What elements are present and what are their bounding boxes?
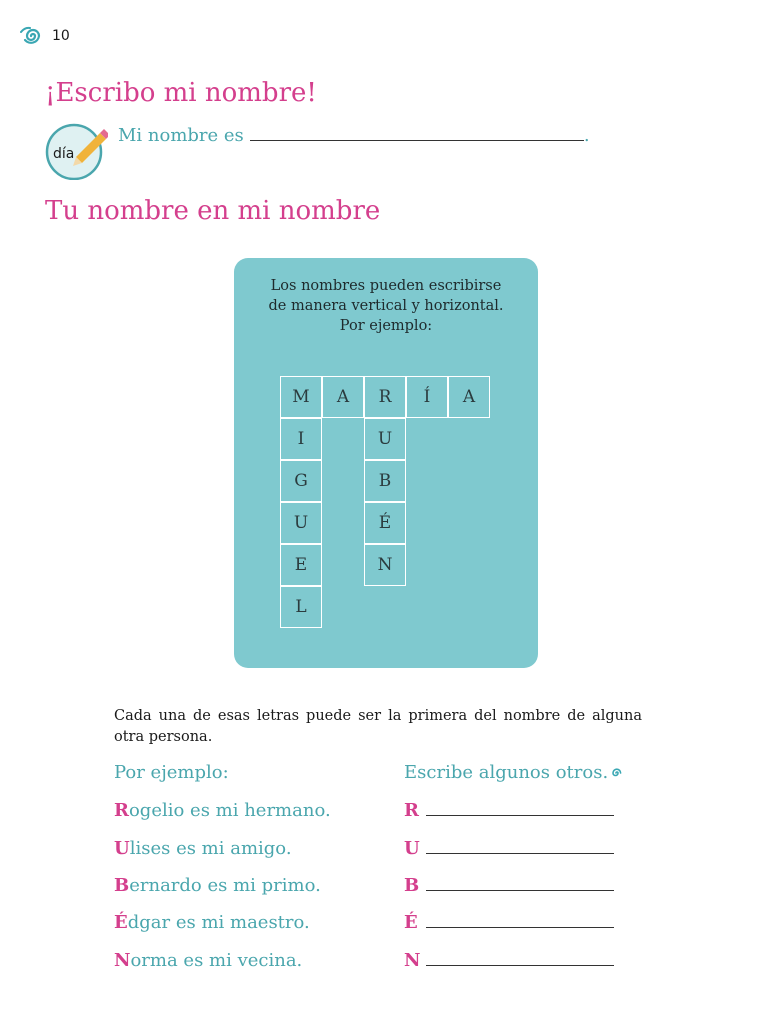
instruction-paragraph: Cada una de esas letras puede ser la primera del nombre de alguna otra persona. [114,708,642,745]
grid-cell: Í [406,376,448,418]
name-prompt: Mi nombre es [118,125,244,146]
write-line [404,950,614,971]
grid-cell: B [364,460,406,502]
grid-cell: L [280,586,322,628]
write-heading-text: Escribe algunos otros. [404,762,609,783]
write-line [404,838,614,859]
dia-badge [44,122,108,180]
write-line [404,800,614,821]
grid-cell: A [448,376,490,418]
write-blank[interactable] [426,876,614,891]
example-rest: ernardo es mi primo. [129,875,321,896]
badge-text: día [53,146,75,162]
write-line [404,912,614,933]
write-initial: B [404,875,420,896]
grid-cell: G [280,460,322,502]
example-initial: É [114,912,128,933]
write-blank[interactable] [426,801,614,816]
grid-cell: I [280,418,322,460]
grid-cell: M [280,376,322,418]
name-line [118,124,590,146]
name-blank-line[interactable] [250,124,584,141]
write-blank[interactable] [426,913,614,928]
example-initial: B [114,875,130,896]
example-initial: U [114,838,130,859]
box-text-line: Los nombres pueden escribirse [270,278,502,294]
write-initial: U [404,838,420,859]
write-blank[interactable] [426,839,614,854]
grid-cell: U [364,418,406,460]
write-blank[interactable] [426,951,614,966]
grid-cell: E [280,544,322,586]
example-rest: lises es mi amigo. [129,838,292,859]
example-rest: dgar es mi maestro. [127,912,310,933]
example-initial: N [114,950,131,971]
section-title-escribo: ¡Escribo mi nombre! [45,78,317,108]
write-heading [404,762,624,783]
end-mark: . [583,125,590,146]
example-line [114,912,310,933]
write-initial: N [404,950,421,971]
grid-cell: N [364,544,406,586]
write-line [404,875,614,896]
example-line [114,838,292,859]
grid-cell: É [364,502,406,544]
example-rest: orma es mi vecina. [130,950,303,971]
example-initial: R [114,800,129,821]
grid-cell: R [364,376,406,418]
section-title-tu-nombre: Tu nombre en mi nombre [45,196,381,226]
box-text-line: de manera vertical y horizontal. [268,298,504,314]
grid-cell: A [322,376,364,418]
example-rest: ogelio es mi hermano. [128,800,331,821]
examples-heading: Por ejemplo: [114,762,229,783]
write-initial: R [404,800,419,821]
example-line [114,875,321,896]
spiral-icon [610,767,624,779]
example-line [114,800,331,821]
spiral-icon [20,26,46,46]
page-number: 10 [52,28,70,44]
write-initial: É [404,912,418,933]
box-text-line: Por ejemplo: [339,318,433,334]
example-box-text [234,276,538,336]
grid-cell: U [280,502,322,544]
example-line [114,950,302,971]
